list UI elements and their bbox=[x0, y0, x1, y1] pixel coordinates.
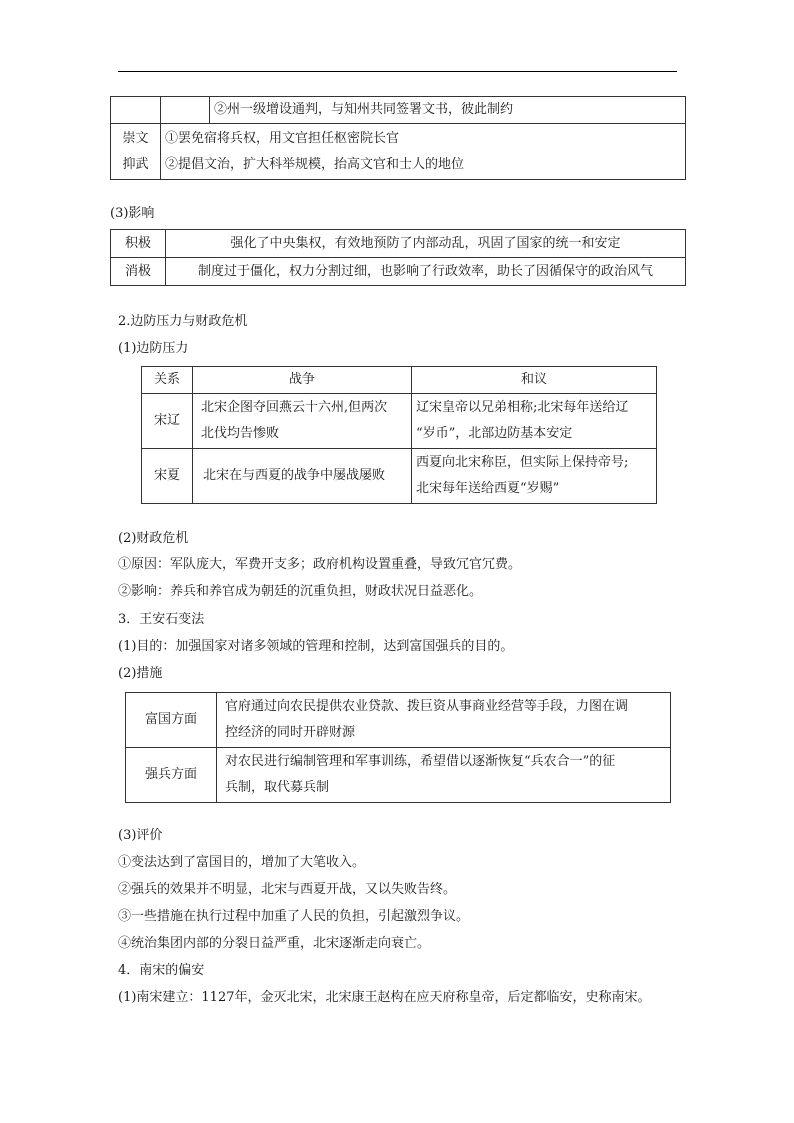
cell-text: 西夏向北宋称臣，但实际上保持帝号; bbox=[416, 455, 629, 470]
table-header: 和议 bbox=[412, 367, 657, 394]
paragraph: (1)目的：加强国家对诸多领域的管理和控制，达到富国强兵的目的。 bbox=[118, 639, 514, 654]
section-subheading: (2)措施 bbox=[118, 666, 163, 681]
list-item: ③一些措施在执行过程中加重了人民的负担，引起激烈争议。 bbox=[118, 909, 470, 924]
row-label: 崇文 bbox=[122, 130, 149, 146]
table-cell bbox=[217, 748, 671, 803]
table-row bbox=[111, 97, 686, 124]
section-heading: (3)影响 bbox=[110, 206, 155, 221]
cell-text: 北宋在与西夏的战争中屡战屡败 bbox=[203, 468, 386, 483]
table-cell bbox=[111, 124, 161, 180]
table-row bbox=[111, 230, 686, 258]
table-row bbox=[142, 367, 657, 394]
cell-text: ②提倡文治，扩大科举规模，抬高文官和士人的地位 bbox=[165, 156, 465, 172]
table-cell: 制度过于僵化，权力分割过细，也影响了行政效率，助长了因循保守的政治风气 bbox=[166, 258, 686, 286]
measures-table bbox=[125, 692, 671, 803]
table-header: 战争 bbox=[193, 367, 412, 394]
cell-text: ①罢免宿将兵权，用文官担任枢密院长官 bbox=[165, 130, 400, 146]
section-subheading: (3)评价 bbox=[118, 828, 163, 843]
table-cell bbox=[217, 693, 671, 748]
table-cell: 积极 bbox=[111, 230, 166, 258]
table-cell: 强化了中央集权，有效地预防了内部动乱，巩固了国家的统一和安定 bbox=[166, 230, 686, 258]
table-cell bbox=[412, 394, 657, 449]
table-row bbox=[142, 449, 657, 504]
table-cell bbox=[111, 97, 161, 124]
cell-text: 对农民进行编制管理和军事训练，希望借以逐渐恢复“兵农合一”的征 bbox=[225, 754, 616, 769]
table-cell bbox=[161, 124, 686, 180]
paragraph: ②影响：养兵和养官成为朝廷的沉重负担，财政状况日益恶化。 bbox=[118, 584, 483, 599]
cell-text: “岁币”，北部边防基本安定 bbox=[416, 426, 573, 441]
border-table bbox=[141, 366, 657, 504]
table-cell bbox=[161, 97, 210, 124]
table-header: 关系 bbox=[142, 367, 193, 394]
table-row bbox=[111, 258, 686, 286]
table-cell: 宋辽 bbox=[142, 394, 193, 449]
section-subheading: (1)边防压力 bbox=[118, 341, 189, 356]
cell-text: 北宋企图夺回燕云十六州,但两次 bbox=[201, 400, 388, 415]
table-cell bbox=[193, 394, 412, 449]
table-cell: 宋夏 bbox=[142, 449, 193, 504]
table-row bbox=[126, 748, 671, 803]
top-table bbox=[110, 96, 686, 180]
list-item: ④统治集团内部的分裂日益严重，北宋逐渐走向衰亡。 bbox=[118, 936, 431, 951]
list-item: ②强兵的效果并不明显，北宋与西夏开战，又以失败告终。 bbox=[118, 882, 457, 897]
header-rule bbox=[118, 71, 677, 72]
cell-text: 辽宋皇帝以兄弟相称;北宋每年送给辽 bbox=[416, 400, 629, 415]
section-heading: 3．王安石变法 bbox=[118, 612, 205, 627]
section-subheading: (2)财政危机 bbox=[118, 531, 189, 546]
section-heading: 2.边防压力与财政危机 bbox=[118, 314, 248, 329]
table-cell: 消极 bbox=[111, 258, 166, 286]
cell-text: 兵制，取代募兵制 bbox=[225, 780, 330, 795]
table-cell bbox=[193, 449, 412, 504]
table-cell bbox=[412, 449, 657, 504]
table-row bbox=[126, 693, 671, 748]
row-label: 抑武 bbox=[122, 156, 149, 172]
table-cell: 富国方面 bbox=[126, 693, 217, 748]
paragraph: ①原因：军队庞大，军费开支多；政府机构设置重叠，导致冗官冗费。 bbox=[118, 557, 522, 572]
impact-table bbox=[110, 229, 686, 286]
paragraph: (1)南宋建立：1127年，金灭北宋，北宋康王赵构在应天府称皇帝，后定都临安，史称南宋。 bbox=[118, 990, 651, 1005]
cell-text: 北伐均告惨败 bbox=[201, 426, 280, 441]
table-row bbox=[142, 394, 657, 449]
section-heading: 4．南宋的偏安 bbox=[118, 963, 205, 978]
cell-text: 控经济的同时开辟财源 bbox=[225, 725, 356, 740]
cell-text: 官府通过向农民提供农业贷款、拨巨资从事商业经营等手段，力图在调 bbox=[225, 699, 629, 714]
table-cell: 强兵方面 bbox=[126, 748, 217, 803]
cell-text: 北宋每年送给西夏“岁赐” bbox=[416, 481, 560, 496]
table-row bbox=[111, 124, 686, 180]
list-item: ①变法达到了富国目的，增加了大笔收入。 bbox=[118, 855, 366, 870]
table-cell: ②州一级增设通判，与知州共同签署文书，彼此制约 bbox=[210, 97, 686, 124]
